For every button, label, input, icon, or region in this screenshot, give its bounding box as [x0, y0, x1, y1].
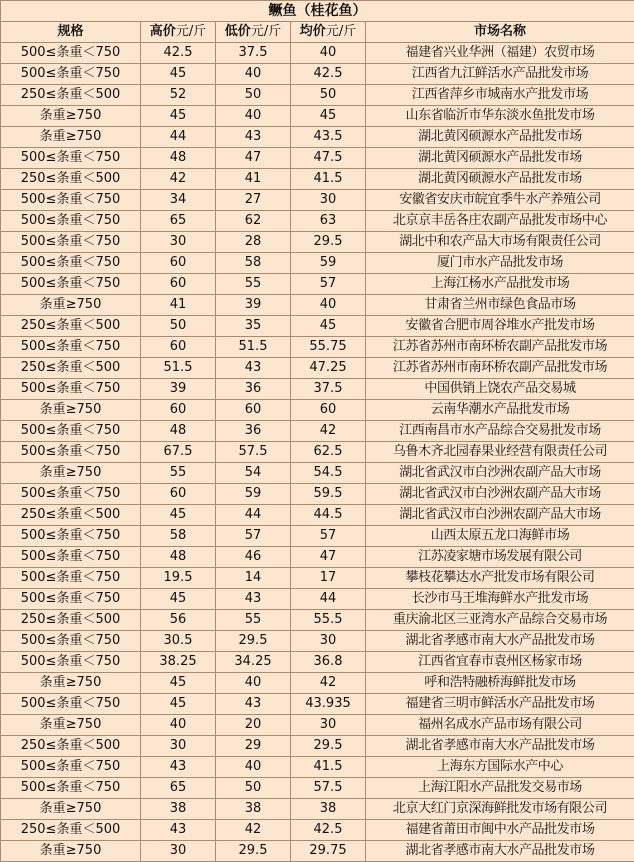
table-title-row — [1, 1, 634, 22]
header-avg-label: 均价 — [299, 24, 326, 39]
cell-market-name: 中国供销上饶农产品交易城 — [366, 379, 634, 400]
cell-market-name: 江苏凌家塘市场发展有限公司 — [366, 547, 634, 568]
cell-avg-price: 29.5 — [291, 736, 366, 757]
cell-market-name: 湖北省武汉市白沙洲农副产品大市场 — [366, 505, 634, 526]
table-row — [1, 526, 634, 547]
cell-low-price: 42 — [216, 820, 291, 841]
cell-avg-price: 38 — [291, 799, 366, 820]
cell-high-price: 42.5 — [141, 43, 216, 64]
cell-market-name: 山西太原五龙口海鲜市场 — [366, 526, 634, 547]
cell-high-price: 48 — [141, 421, 216, 442]
table-row — [1, 274, 634, 295]
table-row — [1, 169, 634, 190]
header-low-unit: 元/斤 — [250, 24, 282, 39]
cell-high-price: 30 — [141, 841, 216, 862]
cell-avg-price: 44.5 — [291, 505, 366, 526]
cell-spec: 250≤条重＜500 — [1, 610, 141, 631]
cell-spec: 500≤条重＜750 — [1, 526, 141, 547]
cell-market-name: 重庆渝北区三亚湾水产品综合交易市场 — [366, 610, 634, 631]
header-low — [216, 22, 291, 43]
cell-market-name: 湖北黄冈硕源水产品批发市场 — [366, 148, 634, 169]
cell-avg-price: 30 — [291, 631, 366, 652]
table-row — [1, 442, 634, 463]
cell-market-name: 江苏省苏州市南环桥农副产品批发市场 — [366, 337, 634, 358]
cell-market-name: 山东省临沂市华东淡水鱼批发市场 — [366, 106, 634, 127]
table-row — [1, 43, 634, 64]
table-row — [1, 358, 634, 379]
cell-low-price: 36 — [216, 421, 291, 442]
cell-spec: 500≤条重＜750 — [1, 484, 141, 505]
cell-spec: 500≤条重＜750 — [1, 190, 141, 211]
cell-spec: 500≤条重＜750 — [1, 379, 141, 400]
cell-low-price: 39 — [216, 295, 291, 316]
cell-avg-price: 57 — [291, 274, 366, 295]
cell-low-price: 27 — [216, 190, 291, 211]
cell-low-price: 60 — [216, 400, 291, 421]
cell-low-price: 35 — [216, 316, 291, 337]
cell-spec: 250≤条重＜500 — [1, 316, 141, 337]
cell-market-name: 云南华潮水产品批发市场 — [366, 400, 634, 421]
cell-low-price: 40 — [216, 64, 291, 85]
cell-market-name: 江西省九江鲜活水产品批发市场 — [366, 64, 634, 85]
cell-market-name: 福建省莆田市闽中水产品批发市场 — [366, 820, 634, 841]
cell-avg-price: 62.5 — [291, 442, 366, 463]
cell-high-price: 50 — [141, 316, 216, 337]
cell-high-price: 30 — [141, 736, 216, 757]
cell-high-price: 45 — [141, 106, 216, 127]
table-row — [1, 106, 634, 127]
cell-spec: 条重≥750 — [1, 673, 141, 694]
table-row — [1, 316, 634, 337]
cell-avg-price: 30 — [291, 190, 366, 211]
cell-high-price: 41 — [141, 295, 216, 316]
cell-avg-price: 29.75 — [291, 841, 366, 862]
header-spec: 规格 — [1, 22, 141, 43]
cell-avg-price: 40 — [291, 295, 366, 316]
cell-market-name: 湖北黄冈硕源水产品批发市场 — [366, 127, 634, 148]
cell-avg-price: 54.5 — [291, 463, 366, 484]
cell-low-price: 59 — [216, 484, 291, 505]
cell-avg-price: 47 — [291, 547, 366, 568]
cell-avg-price: 41.5 — [291, 757, 366, 778]
cell-market-name: 江西南昌市水产品综合交易批发市场 — [366, 421, 634, 442]
cell-market-name: 江西省萍乡市城南水产批发市场 — [366, 85, 634, 106]
cell-low-price: 41 — [216, 169, 291, 190]
cell-market-name: 湖北中和农产品大市场有限责任公司 — [366, 232, 634, 253]
cell-spec: 条重≥750 — [1, 400, 141, 421]
cell-high-price: 45 — [141, 694, 216, 715]
cell-avg-price: 43.935 — [291, 694, 366, 715]
cell-high-price: 67.5 — [141, 442, 216, 463]
cell-avg-price: 36.8 — [291, 652, 366, 673]
cell-avg-price: 63 — [291, 211, 366, 232]
cell-low-price: 47 — [216, 148, 291, 169]
cell-high-price: 38.25 — [141, 652, 216, 673]
cell-avg-price: 60 — [291, 400, 366, 421]
cell-low-price: 55 — [216, 610, 291, 631]
cell-market-name: 上海东方国际水产中心 — [366, 757, 634, 778]
cell-spec: 250≤条重＜500 — [1, 169, 141, 190]
cell-market-name: 福建省三明市鲜活水产品批发市场 — [366, 694, 634, 715]
header-high-unit: 元/斤 — [175, 24, 207, 39]
cell-avg-price: 45 — [291, 106, 366, 127]
cell-high-price: 44 — [141, 127, 216, 148]
cell-high-price: 45 — [141, 64, 216, 85]
cell-market-name: 攀枝花攀达水产批发市场有限公司 — [366, 568, 634, 589]
cell-avg-price: 42 — [291, 673, 366, 694]
cell-market-name: 江苏省苏州市南环桥农副产品批发市场 — [366, 358, 634, 379]
cell-high-price: 48 — [141, 148, 216, 169]
cell-low-price: 44 — [216, 505, 291, 526]
cell-high-price: 30.5 — [141, 631, 216, 652]
cell-market-name: 北京京丰岳各庄农副产品批发市场中心 — [366, 211, 634, 232]
table-row — [1, 589, 634, 610]
cell-avg-price: 41.5 — [291, 169, 366, 190]
cell-high-price: 30 — [141, 232, 216, 253]
cell-market-name: 上海江杨水产品批发市场 — [366, 274, 634, 295]
cell-avg-price: 42.5 — [291, 64, 366, 85]
cell-market-name: 湖北省孝感市南大水产品批发市场 — [366, 631, 634, 652]
cell-high-price: 38 — [141, 799, 216, 820]
header-high — [141, 22, 216, 43]
cell-spec: 500≤条重＜750 — [1, 694, 141, 715]
cell-low-price: 37.5 — [216, 43, 291, 64]
cell-low-price: 28 — [216, 232, 291, 253]
cell-low-price: 57 — [216, 526, 291, 547]
table-row — [1, 400, 634, 421]
table-row — [1, 715, 634, 736]
cell-market-name: 上海江阳水产品批发交易市场 — [366, 778, 634, 799]
cell-high-price: 65 — [141, 778, 216, 799]
cell-avg-price: 43.5 — [291, 127, 366, 148]
cell-low-price: 40 — [216, 757, 291, 778]
cell-high-price: 52 — [141, 85, 216, 106]
table-row — [1, 652, 634, 673]
cell-spec: 500≤条重＜750 — [1, 589, 141, 610]
cell-spec: 500≤条重＜750 — [1, 148, 141, 169]
cell-low-price: 43 — [216, 694, 291, 715]
cell-low-price: 20 — [216, 715, 291, 736]
cell-avg-price: 40 — [291, 43, 366, 64]
cell-spec: 250≤条重＜500 — [1, 358, 141, 379]
table-row — [1, 736, 634, 757]
cell-spec: 250≤条重＜500 — [1, 820, 141, 841]
cell-spec: 500≤条重＜750 — [1, 631, 141, 652]
cell-spec: 500≤条重＜750 — [1, 274, 141, 295]
cell-high-price: 60 — [141, 484, 216, 505]
table-title: 鳜鱼（桂花鱼） — [1, 1, 634, 22]
cell-low-price: 14 — [216, 568, 291, 589]
cell-low-price: 50 — [216, 85, 291, 106]
cell-high-price: 55 — [141, 463, 216, 484]
cell-spec: 条重≥750 — [1, 463, 141, 484]
header-high-label: 高价 — [149, 24, 176, 39]
cell-high-price: 45 — [141, 505, 216, 526]
cell-high-price: 65 — [141, 211, 216, 232]
cell-spec: 条重≥750 — [1, 841, 141, 862]
cell-high-price: 48 — [141, 547, 216, 568]
cell-low-price: 40 — [216, 673, 291, 694]
cell-avg-price: 29.5 — [291, 232, 366, 253]
cell-low-price: 54 — [216, 463, 291, 484]
table-row — [1, 799, 634, 820]
cell-market-name: 湖北省孝感市南大水产品批发市场 — [366, 736, 634, 757]
cell-market-name: 福州名成水产品市场有限公司 — [366, 715, 634, 736]
cell-spec: 条重≥750 — [1, 799, 141, 820]
cell-spec: 条重≥750 — [1, 127, 141, 148]
cell-avg-price: 30 — [291, 715, 366, 736]
cell-market-name: 湖北省武汉市白沙洲农副产品大市场 — [366, 484, 634, 505]
cell-market-name: 乌鲁木齐北园春果业经营有限责任公司 — [366, 442, 634, 463]
cell-low-price: 29.5 — [216, 631, 291, 652]
cell-low-price: 40 — [216, 106, 291, 127]
cell-high-price: 56 — [141, 610, 216, 631]
table-row — [1, 379, 634, 400]
cell-market-name: 甘肃省兰州市绿色食品市场 — [366, 295, 634, 316]
table-row — [1, 568, 634, 589]
cell-market-name: 安徽省合肥市周谷堆水产批发市场 — [366, 316, 634, 337]
cell-spec: 条重≥750 — [1, 295, 141, 316]
header-low-label: 低价 — [224, 24, 251, 39]
cell-high-price: 51.5 — [141, 358, 216, 379]
cell-market-name: 长沙市马王堆海鲜水产批发市场 — [366, 589, 634, 610]
table-row — [1, 85, 634, 106]
cell-spec: 500≤条重＜750 — [1, 778, 141, 799]
cell-low-price: 46 — [216, 547, 291, 568]
cell-avg-price: 57 — [291, 526, 366, 547]
table-row — [1, 64, 634, 85]
cell-market-name: 安徽省安庆市皖宜季牛水产养殖公司 — [366, 190, 634, 211]
cell-low-price: 51.5 — [216, 337, 291, 358]
cell-low-price: 29.5 — [216, 841, 291, 862]
cell-spec: 500≤条重＜750 — [1, 211, 141, 232]
cell-market-name: 湖北黄冈硕源水产品批发市场 — [366, 169, 634, 190]
cell-high-price: 60 — [141, 337, 216, 358]
cell-market-name: 湖北省武汉市白沙洲农副产品大市场 — [366, 463, 634, 484]
cell-low-price: 36 — [216, 379, 291, 400]
cell-spec: 500≤条重＜750 — [1, 64, 141, 85]
cell-avg-price: 42 — [291, 421, 366, 442]
table-row — [1, 547, 634, 568]
cell-low-price: 57.5 — [216, 442, 291, 463]
cell-spec: 250≤条重＜500 — [1, 736, 141, 757]
table-row — [1, 694, 634, 715]
table-row — [1, 337, 634, 358]
table-row — [1, 190, 634, 211]
table-row — [1, 757, 634, 778]
cell-market-name: 江西省宜春市袁州区杨家市场 — [366, 652, 634, 673]
cell-avg-price: 59.5 — [291, 484, 366, 505]
cell-low-price: 43 — [216, 127, 291, 148]
table-row — [1, 232, 634, 253]
cell-spec: 500≤条重＜750 — [1, 337, 141, 358]
cell-avg-price: 57.5 — [291, 778, 366, 799]
cell-avg-price: 45 — [291, 316, 366, 337]
cell-high-price: 19.5 — [141, 568, 216, 589]
cell-spec: 500≤条重＜750 — [1, 232, 141, 253]
header-avg — [291, 22, 366, 43]
cell-low-price: 34.25 — [216, 652, 291, 673]
cell-high-price: 58 — [141, 526, 216, 547]
cell-high-price: 34 — [141, 190, 216, 211]
cell-avg-price: 44 — [291, 589, 366, 610]
table-row — [1, 484, 634, 505]
cell-high-price: 43 — [141, 820, 216, 841]
cell-low-price: 43 — [216, 358, 291, 379]
cell-market-name: 厦门市水产品批发市场 — [366, 253, 634, 274]
cell-spec: 250≤条重＜500 — [1, 85, 141, 106]
table-row — [1, 295, 634, 316]
cell-market-name: 湖北省孝感市南大水产品批发市场 — [366, 841, 634, 862]
cell-spec: 500≤条重＜750 — [1, 43, 141, 64]
cell-high-price: 60 — [141, 400, 216, 421]
cell-avg-price: 47.5 — [291, 148, 366, 169]
table-row — [1, 148, 634, 169]
table-row — [1, 211, 634, 232]
cell-market-name: 呼和浩特融桥海鲜批发市场 — [366, 673, 634, 694]
cell-avg-price: 17 — [291, 568, 366, 589]
cell-avg-price: 50 — [291, 85, 366, 106]
cell-spec: 500≤条重＜750 — [1, 421, 141, 442]
cell-high-price: 45 — [141, 589, 216, 610]
cell-spec: 500≤条重＜750 — [1, 757, 141, 778]
cell-low-price: 55 — [216, 274, 291, 295]
cell-high-price: 60 — [141, 274, 216, 295]
cell-avg-price: 47.25 — [291, 358, 366, 379]
table-row — [1, 610, 634, 631]
table-row — [1, 673, 634, 694]
cell-high-price: 39 — [141, 379, 216, 400]
cell-avg-price: 42.5 — [291, 820, 366, 841]
table-row — [1, 505, 634, 526]
cell-high-price: 40 — [141, 715, 216, 736]
cell-high-price: 45 — [141, 673, 216, 694]
cell-spec: 500≤条重＜750 — [1, 547, 141, 568]
header-avg-unit: 元/斤 — [325, 24, 357, 39]
table-header-row — [1, 22, 634, 43]
cell-avg-price: 37.5 — [291, 379, 366, 400]
cell-market-name: 北京大红门京深海鲜批发市场有限公司 — [366, 799, 634, 820]
table-row — [1, 421, 634, 442]
cell-low-price: 50 — [216, 778, 291, 799]
header-market: 市场名称 — [366, 22, 634, 43]
cell-high-price: 42 — [141, 169, 216, 190]
cell-spec: 500≤条重＜750 — [1, 442, 141, 463]
cell-high-price: 60 — [141, 253, 216, 274]
table-row — [1, 463, 634, 484]
cell-avg-price: 55.5 — [291, 610, 366, 631]
table-row — [1, 631, 634, 652]
table-body — [1, 43, 634, 862]
cell-high-price: 43 — [141, 757, 216, 778]
table-row — [1, 778, 634, 799]
cell-spec: 500≤条重＜750 — [1, 568, 141, 589]
cell-spec: 250≤条重＜500 — [1, 505, 141, 526]
table-row — [1, 841, 634, 862]
cell-low-price: 29 — [216, 736, 291, 757]
cell-low-price: 43 — [216, 589, 291, 610]
cell-avg-price: 55.75 — [291, 337, 366, 358]
cell-spec: 500≤条重＜750 — [1, 253, 141, 274]
table-row — [1, 253, 634, 274]
cell-market-name: 福建省兴业华洲（福建）农贸市场 — [366, 43, 634, 64]
cell-low-price: 38 — [216, 799, 291, 820]
table-row — [1, 820, 634, 841]
table-row — [1, 127, 634, 148]
cell-low-price: 62 — [216, 211, 291, 232]
cell-spec: 500≤条重＜750 — [1, 652, 141, 673]
cell-low-price: 58 — [216, 253, 291, 274]
cell-spec: 条重≥750 — [1, 106, 141, 127]
cell-spec: 条重≥750 — [1, 715, 141, 736]
cell-avg-price: 59 — [291, 253, 366, 274]
